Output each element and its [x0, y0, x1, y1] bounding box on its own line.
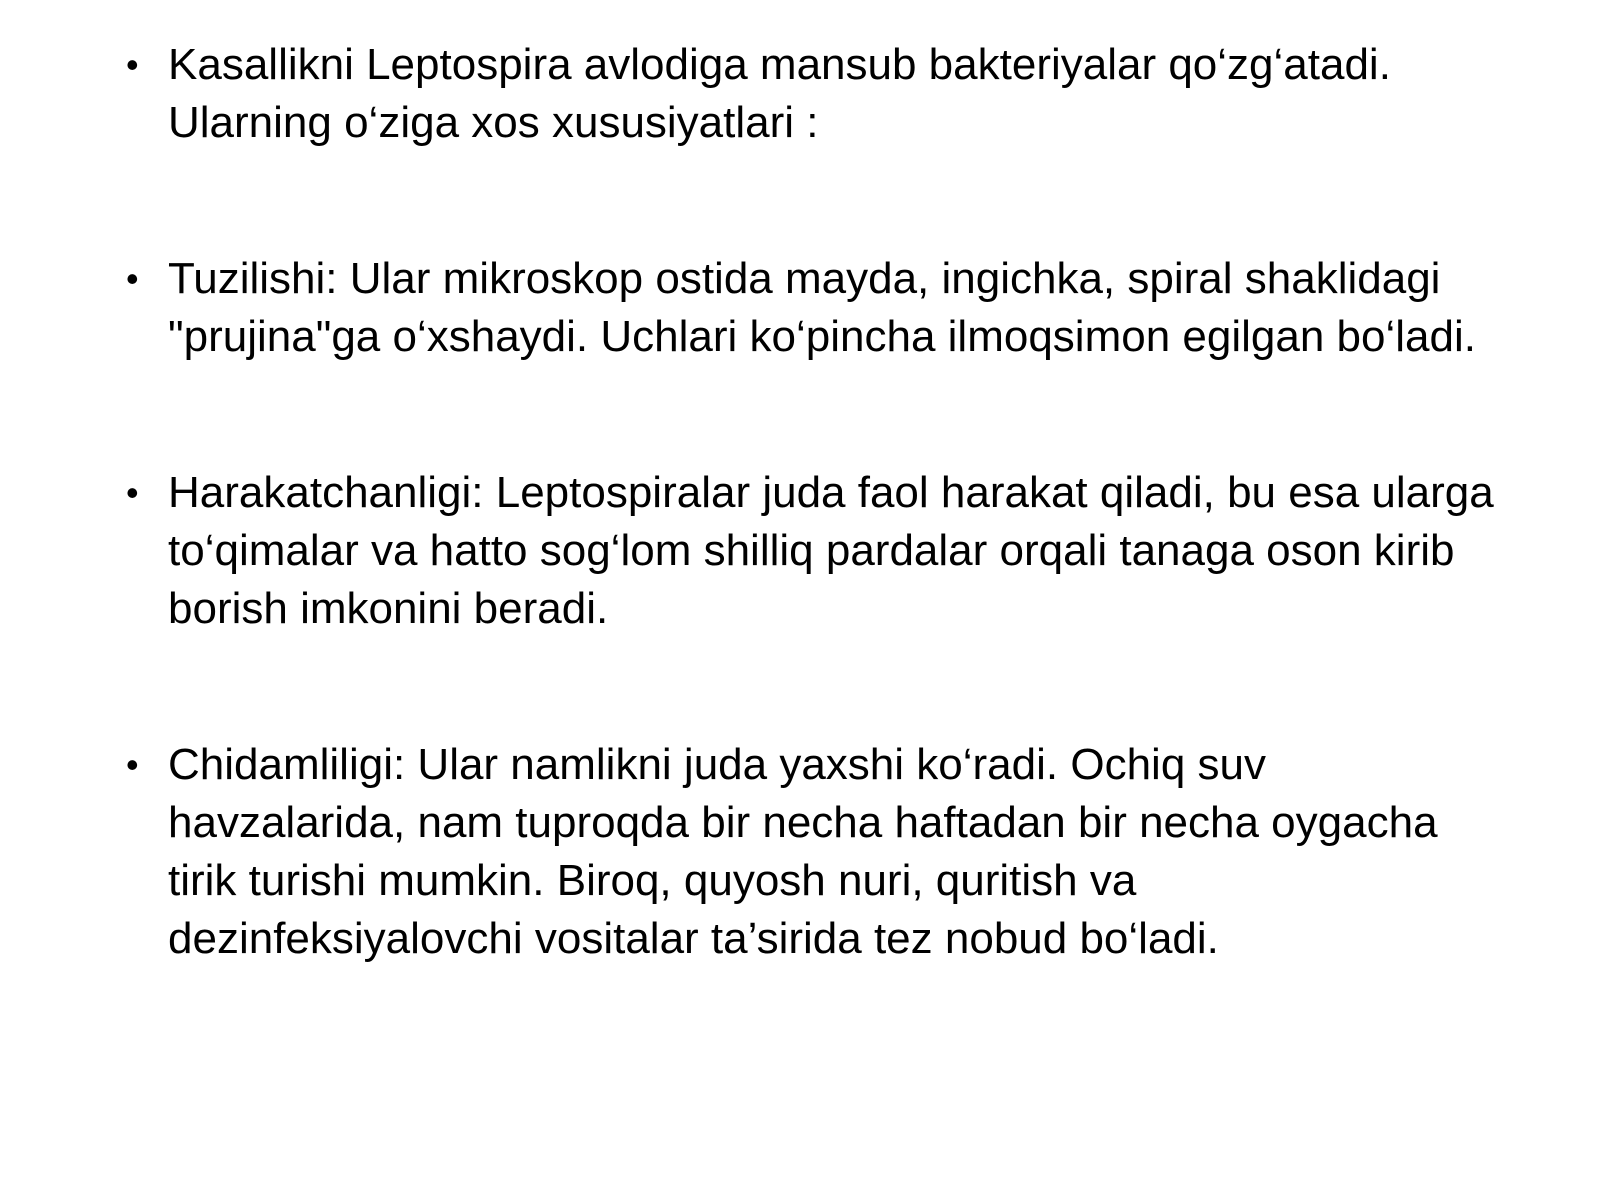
bullet-text: Kasallikni Leptospira avlodiga mansub bakteriyalar qo‘zg‘atadi. Ularning o‘ziga xos xususiyatlari :	[168, 40, 1391, 147]
bullet-item-motility	[120, 464, 1500, 638]
bullet-marker: •	[126, 744, 139, 785]
bullet-text: Tuzilishi: Ular mikroskop ostida mayda, ingichka, spiral shaklidagi "prujina"ga o‘xshaydi. Uchlari ko‘pincha ilmoqsimon egilgan bo‘ladi.	[168, 254, 1476, 361]
bullet-marker: •	[126, 258, 139, 299]
bullet-item-structure	[120, 250, 1500, 366]
bullet-text: Chidamliligi: Ular namlikni juda yaxshi ko‘radi. Ochiq suv havzalarida, nam tuproqda bir necha haftadan bir necha oygacha tirik turishi mumkin. Biroq, quyosh nuri, quritish va dezinfeksiyalovchi vositalar ta’sirida tez nobud bo‘ladi.	[168, 740, 1438, 963]
bullet-item-causative-agent	[120, 36, 1500, 152]
bullet-list	[120, 36, 1500, 968]
bullet-item-resistance	[120, 736, 1500, 968]
bullet-marker: •	[126, 44, 139, 85]
bullet-marker: •	[126, 472, 139, 513]
bullet-text: Harakatchanligi: Leptospiralar juda faol harakat qiladi, bu esa ularga to‘qimalar va hatto sog‘lom shilliq pardalar orqali tanaga oson kirib borish imkonini beradi.	[168, 468, 1494, 633]
